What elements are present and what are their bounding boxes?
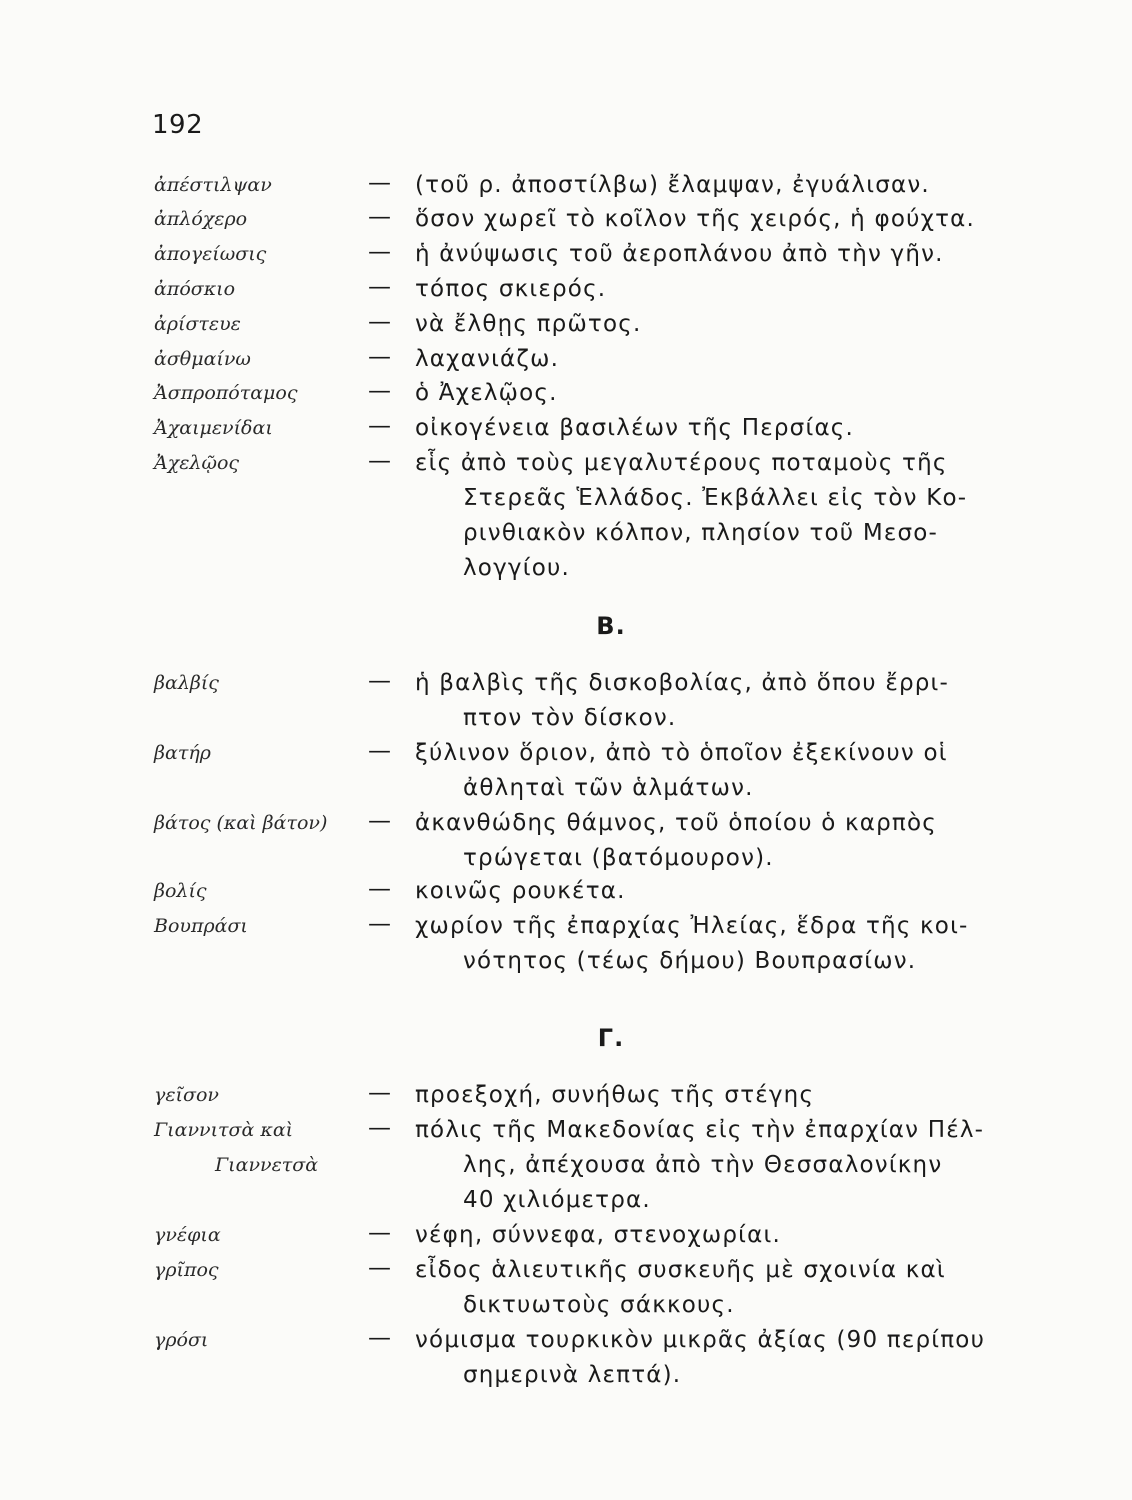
entry-term: Γιαννιτσὰ καὶ — [154, 1119, 294, 1141]
entry-definition — [415, 1078, 1075, 1113]
entry-dash: — — [368, 309, 391, 335]
definition-line: ὅσον χωρεῖ τὸ κοῖλον τῆς χειρός, ἡ φούχτα. — [415, 206, 976, 232]
definition-line: τόπος σκιερός. — [415, 276, 607, 302]
entry-dash: — — [368, 876, 391, 902]
definition-line: λαχανιάζω. — [415, 346, 560, 372]
entry-dash: — — [368, 170, 391, 196]
entry-dash: — — [368, 274, 391, 300]
entry-term: Ἀσπροπόταμος — [154, 382, 298, 404]
definition-line: 40 χιλιόμετρα. — [463, 1187, 651, 1213]
entry-term: Ἀχελῷος — [154, 452, 240, 474]
entry-dash: — — [368, 1115, 391, 1141]
definition-line: ὁ Ἀχελῷος. — [415, 380, 558, 406]
definition-line: νέφη, σύννεφα, στενοχωρίαι. — [415, 1222, 781, 1248]
entry-dash: — — [368, 413, 391, 439]
entry-definition — [415, 168, 1075, 203]
definition-line: (τοῦ ρ. ἀποστίλβω) ἔλαμψαν, ἐγυάλισαν. — [415, 172, 930, 198]
entry-definition — [415, 307, 1075, 342]
entry-dash: — — [368, 738, 391, 764]
definition-line: οἰκογένεια βασιλέων τῆς Περσίας. — [415, 415, 855, 441]
entry-term: γνέφια — [154, 1224, 221, 1246]
entry-dash: — — [368, 1325, 391, 1351]
definition-line: προεξοχή, συνήθως τῆς στέγης — [415, 1082, 815, 1108]
entry-definition — [415, 1218, 1075, 1253]
definition-line: ἀθληταὶ τῶν ἁλμάτων. — [463, 775, 754, 801]
entry-dash: — — [368, 448, 391, 474]
entry-definition — [415, 446, 1075, 586]
page-number: 192 — [152, 110, 204, 140]
entry-term: Ἀχαιμενίδαι — [154, 417, 273, 439]
section-letter: Β. — [596, 612, 626, 640]
definition-line: δικτυωτοὺς σάκκους. — [463, 1292, 735, 1318]
entry-definition — [415, 736, 1075, 806]
entry-dash: — — [368, 1220, 391, 1246]
entry-term: γεῖσον — [154, 1084, 219, 1106]
definition-line: λογγίου. — [463, 555, 570, 581]
definition-line: εἶδος ἁλιευτικῆς συσκευῆς μὲ σχοινία καὶ — [415, 1257, 946, 1283]
definition-line: τρώγεται (βατόμουρον). — [463, 845, 774, 871]
entry-term: ἀπογείωσις — [154, 243, 267, 265]
entry-definition — [415, 806, 1075, 876]
entry-term: βαλβίς — [154, 672, 219, 694]
definition-line: ξύλινον ὅριον, ἀπὸ τὸ ὁποῖον ἐξεκίνουν οἱ — [415, 740, 948, 766]
entry-definition — [415, 376, 1075, 411]
entry-definition — [415, 1113, 1075, 1218]
definition-line: πόλις τῆς Μακεδονίας εἰς τὴν ἐπαρχίαν Πέλ- — [415, 1117, 985, 1143]
entry-term: ἀπόσκιο — [154, 278, 236, 300]
entry-term: ἀπλόχερο — [154, 208, 248, 230]
entry-term-continued: Γιαννετσὰ — [215, 1154, 319, 1176]
entry-dash: — — [368, 378, 391, 404]
entry-definition — [415, 1253, 1075, 1323]
entry-term: Βουπράσι — [154, 915, 248, 937]
entry-definition — [415, 874, 1075, 909]
entry-dash: — — [368, 911, 391, 937]
definition-line: πτον τὸν δίσκον. — [463, 705, 677, 731]
entry-dash: — — [368, 1080, 391, 1106]
section-letter: Γ. — [597, 1024, 625, 1052]
definition-line: ἡ ἀνύψωσις τοῦ ἀεροπλάνου ἀπὸ τὴν γῆν. — [415, 241, 944, 267]
entry-term: ἀρίστευε — [154, 313, 241, 335]
entry-definition — [415, 909, 1075, 979]
entry-dash: — — [368, 668, 391, 694]
definition-line: χωρίον τῆς ἐπαρχίας Ἠλείας, ἕδρα τῆς κοι- — [415, 913, 969, 939]
definition-line: νότητος (τέως δήμου) Βουπρασίων. — [463, 948, 917, 974]
definition-line: Στερεᾶς Ἑλλάδος. Ἐκβάλλει εἰς τὸν Κο- — [463, 485, 968, 511]
definition-line: ἀκανθώδης θάμνος, τοῦ ὁποίου ὁ καρπὸς — [415, 810, 937, 836]
definition-line: σημερινὰ λεπτά). — [463, 1362, 682, 1388]
entry-definition — [415, 1323, 1075, 1393]
definition-line: ρινθιακὸν κόλπον, πλησίον τοῦ Μεσο- — [463, 520, 939, 546]
definition-line: νὰ ἔλθῃς πρῶτος. — [415, 311, 642, 337]
definition-line: νόμισμα τουρκικὸν μικρᾶς ἀξίας (90 περίπου — [415, 1327, 986, 1353]
definition-line: κοινῶς ρουκέτα. — [415, 878, 626, 904]
entry-term: βολίς — [154, 880, 207, 902]
entry-term: βάτος (καὶ βάτον) — [154, 812, 328, 834]
definition-line: ἡ βαλβὶς τῆς δισκοβολίας, ἀπὸ ὅπου ἔρρι- — [415, 670, 950, 696]
entry-term: ἀσθμαίνω — [154, 348, 251, 370]
entry-dash: — — [368, 1255, 391, 1281]
entry-dash: — — [368, 344, 391, 370]
definition-line: λης, ἀπέχουσα ἀπὸ τὴν Θεσσαλονίκην — [463, 1152, 943, 1178]
entry-term: γρῖπος — [154, 1259, 219, 1281]
entry-definition — [415, 202, 1075, 237]
definition-line: εἷς ἀπὸ τοὺς μεγαλυτέρους ποταμοὺς τῆς — [415, 450, 948, 476]
entry-dash: — — [368, 239, 391, 265]
entry-definition — [415, 411, 1075, 446]
entry-dash: — — [368, 808, 391, 834]
entry-definition — [415, 342, 1075, 377]
entry-term: γρόσι — [154, 1329, 209, 1351]
entry-dash: — — [368, 204, 391, 230]
entry-term: ἀπέστιλψαν — [154, 174, 272, 196]
entry-definition — [415, 237, 1075, 272]
entry-definition — [415, 272, 1075, 307]
entry-definition — [415, 666, 1075, 736]
entry-term: βατήρ — [154, 742, 211, 764]
